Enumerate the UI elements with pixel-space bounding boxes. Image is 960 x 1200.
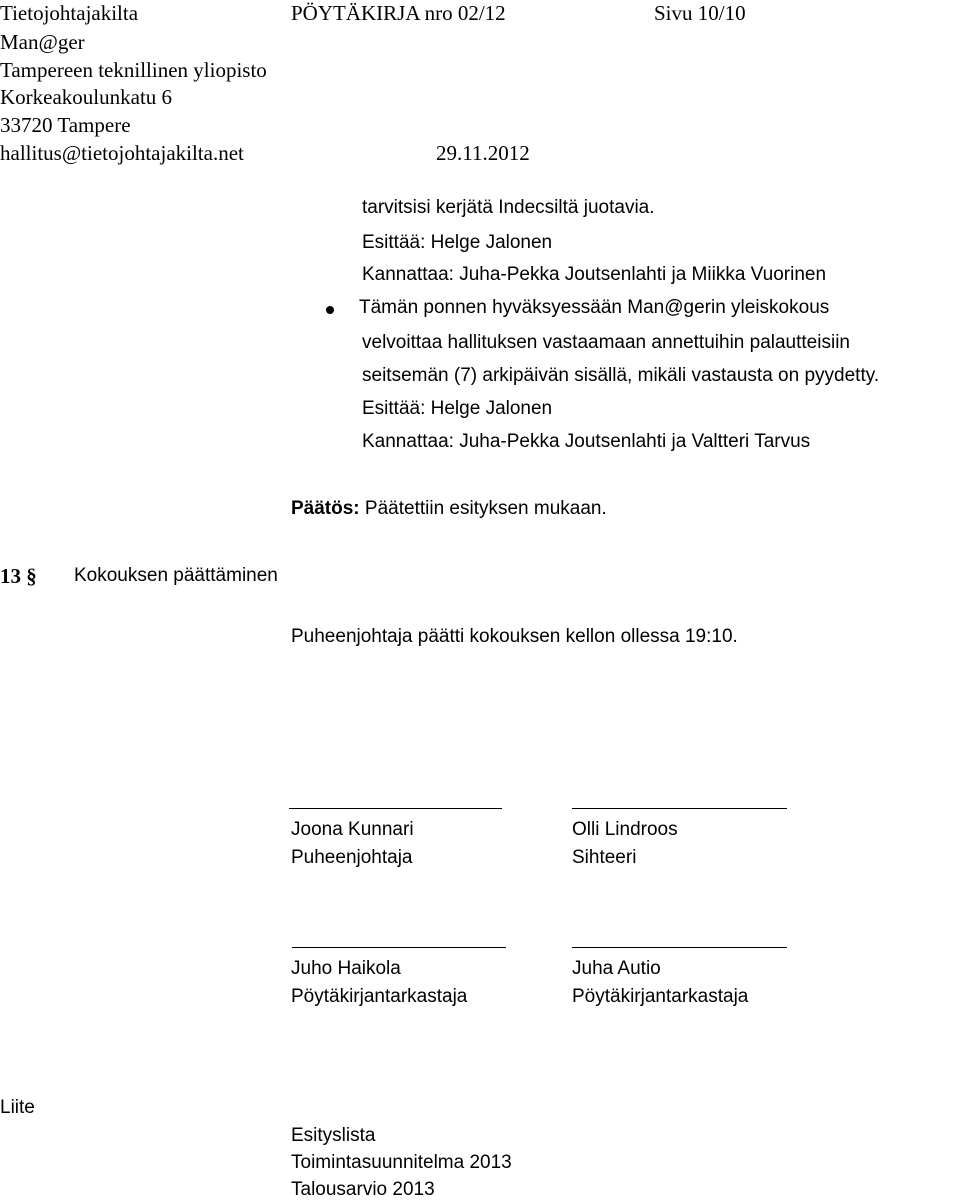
attachment-item: Toimintasuunnitelma 2013	[291, 1152, 512, 1173]
attachment-item: Talousarvio 2013	[291, 1179, 435, 1200]
signatory-name: Juha Autio	[572, 958, 661, 979]
street-address: Korkeakoulunkatu 6	[0, 85, 173, 109]
bullet-text-line: Tämän ponnen hyväksyessään Man@gerin yleiskokous	[359, 297, 830, 318]
presenter-line: Esittää: Helge Jalonen	[362, 232, 553, 253]
org-title: Tietojohtajakilta	[0, 1, 139, 25]
section-title: Kokouksen päättäminen	[74, 565, 278, 586]
signatory-role: Pöytäkirjantarkastaja	[572, 986, 749, 1007]
signatory-role: Puheenjohtaja	[291, 847, 413, 868]
document-title: PÖYTÄKIRJA nro 02/12	[291, 1, 506, 25]
closing-statement: Puheenjohtaja päätti kokouksen kellon ollessa 19:10.	[291, 626, 738, 647]
presenter-line: Esittää: Helge Jalonen	[362, 398, 553, 419]
bullet-icon	[326, 306, 334, 314]
signature-line	[292, 947, 506, 948]
signatory-role: Sihteeri	[572, 847, 637, 868]
signature-line	[289, 808, 502, 809]
signatory-name: Juho Haikola	[291, 958, 401, 979]
attachments-label: Liite	[0, 1097, 35, 1118]
org-name: Man@ger	[0, 30, 85, 54]
document-date: 29.11.2012	[436, 141, 530, 165]
bullet-text-line: seitsemän (7) arkipäivän sisällä, mikäli vastausta on pyydetty.	[362, 365, 880, 386]
decision-line	[291, 499, 607, 518]
signatory-role: Pöytäkirjantarkastaja	[291, 986, 468, 1007]
attachment-item: Esityslista	[291, 1125, 376, 1146]
seconder-line: Kannattaa: Juha-Pekka Joutsenlahti ja Valtteri Tarvus	[362, 431, 811, 452]
signature-line	[572, 947, 787, 948]
decision-text: Päätettiin esityksen mukaan.	[364, 498, 607, 519]
seconder-line: Kannattaa: Juha-Pekka Joutsenlahti ja Miikka Vuorinen	[362, 264, 827, 285]
signature-line	[572, 808, 787, 809]
email-address: hallitus@tietojohtajakilta.net	[0, 141, 244, 165]
signatory-name: Olli Lindroos	[572, 819, 678, 840]
motion-line: tarvitsisi kerjätä Indecsiltä juotavia.	[362, 197, 655, 218]
section-number: 13 §	[0, 564, 37, 588]
page-number: Sivu 10/10	[654, 1, 746, 25]
decision-label: Päätös:	[291, 498, 360, 519]
city-address: 33720 Tampere	[0, 113, 131, 137]
signatory-name: Joona Kunnari	[291, 819, 414, 840]
bullet-text-line: velvoittaa hallituksen vastaamaan annettuihin palautteisiin	[362, 332, 850, 353]
university: Tampereen teknillinen yliopisto	[0, 58, 267, 82]
